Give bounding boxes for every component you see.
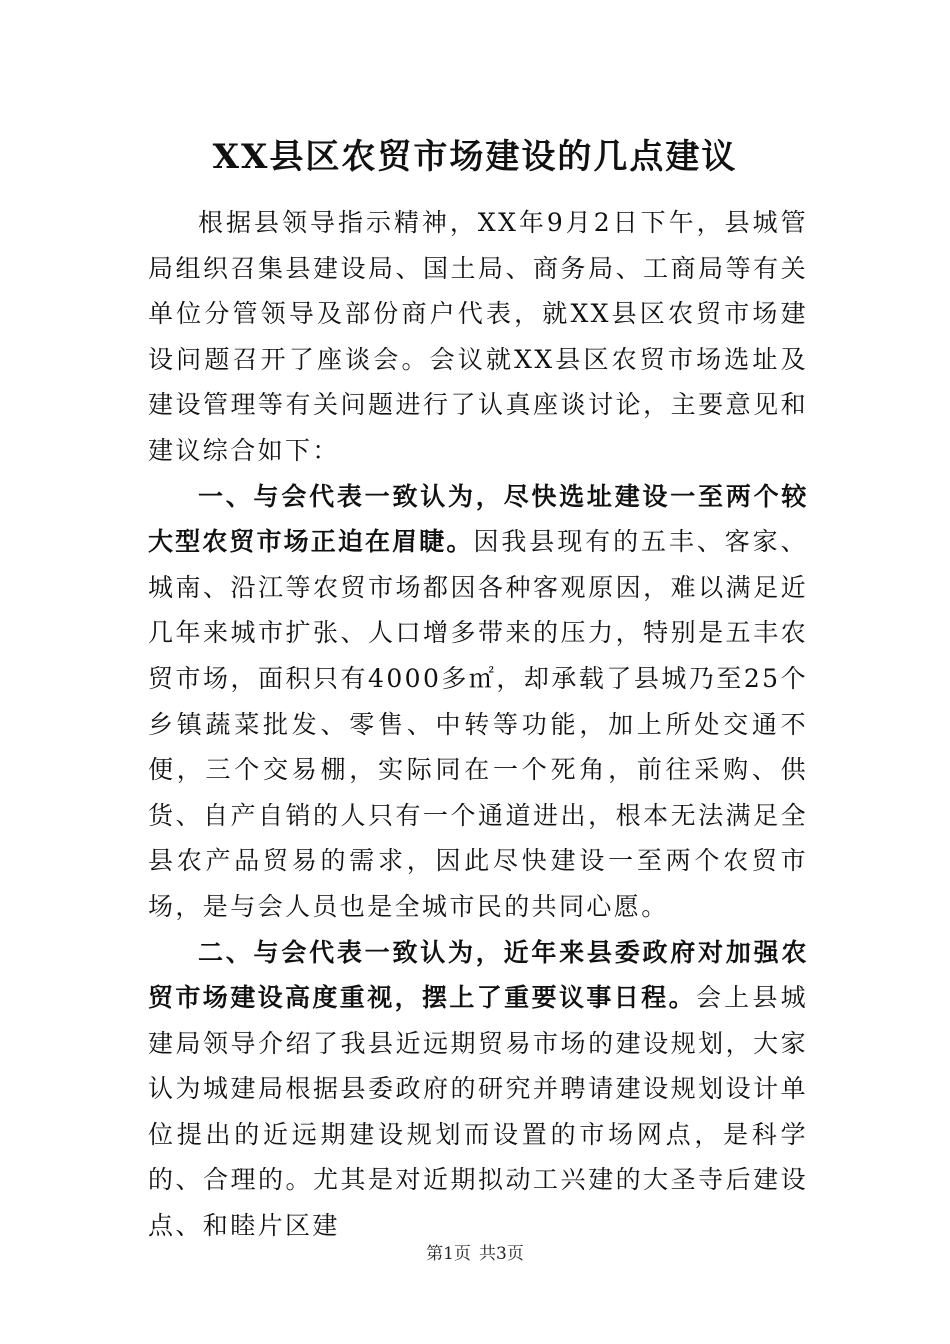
paragraph-text: 会上县城建局领导介绍了我县近远期贸易市场的建设规划，大家认为城建局根据县委政府的研究并聘请建设规划设计单位提出的近远期建设规划而设置的市场网点，是科学的、合理的。尤其是对近期拟动工兴建的大圣寺后建设点、和睦片区建: [148, 983, 808, 1241]
paragraph-text: 因我县现有的五丰、客家、城南、沿江等农贸市场都因各种客观原因，难以满足近几年来城市扩张、人口增多带来的压力，特别是五丰农贸市场，面积只有4000多㎡，却承载了县城乃至25个乡镇蔬菜批发、零售、中转等功能，加上所处交通不便，三个交易棚，实际同在一个死角，前往采购、供货、自产自销的人只有一个通道进出，根本无法满足全县农产品贸易的需求，因此尽快建设一至两个农贸市场，是与会人员也是全城市民的共同心愿。: [148, 527, 809, 921]
paragraph-lead: 一、与会代表一致认为，尽快选址建设一至两个较大型农贸市场正迫在眉睫。: [148, 481, 808, 557]
paragraph-point-two: [148, 930, 808, 1249]
document-title: XX县区农贸市场建设的几点建议: [212, 137, 738, 177]
document-body: [148, 200, 808, 1249]
paragraph-intro: [148, 200, 808, 474]
paragraph-point-one: [148, 474, 808, 930]
page-number: 第1页: [426, 1244, 471, 1264]
page-total: 共3页: [479, 1244, 524, 1264]
page-footer: [0, 1242, 950, 1266]
paragraph-text: 根据县领导指示精神，XX年9月2日下午，县城管局组织召集县建设局、国土局、商务局、工商局等有关单位分管领导及部份商户代表，就XX县区农贸市场建设问题召开了座谈会。会议就XX县区农贸市场选址及建设管理等有关问题进行了认真座谈讨论，主要意见和建议综合如下：: [148, 208, 808, 465]
paragraph-lead: 二、与会代表一致认为，近年来县委政府对加强农贸市场建设高度重视，摆上了重要议事日程。: [148, 937, 808, 1013]
